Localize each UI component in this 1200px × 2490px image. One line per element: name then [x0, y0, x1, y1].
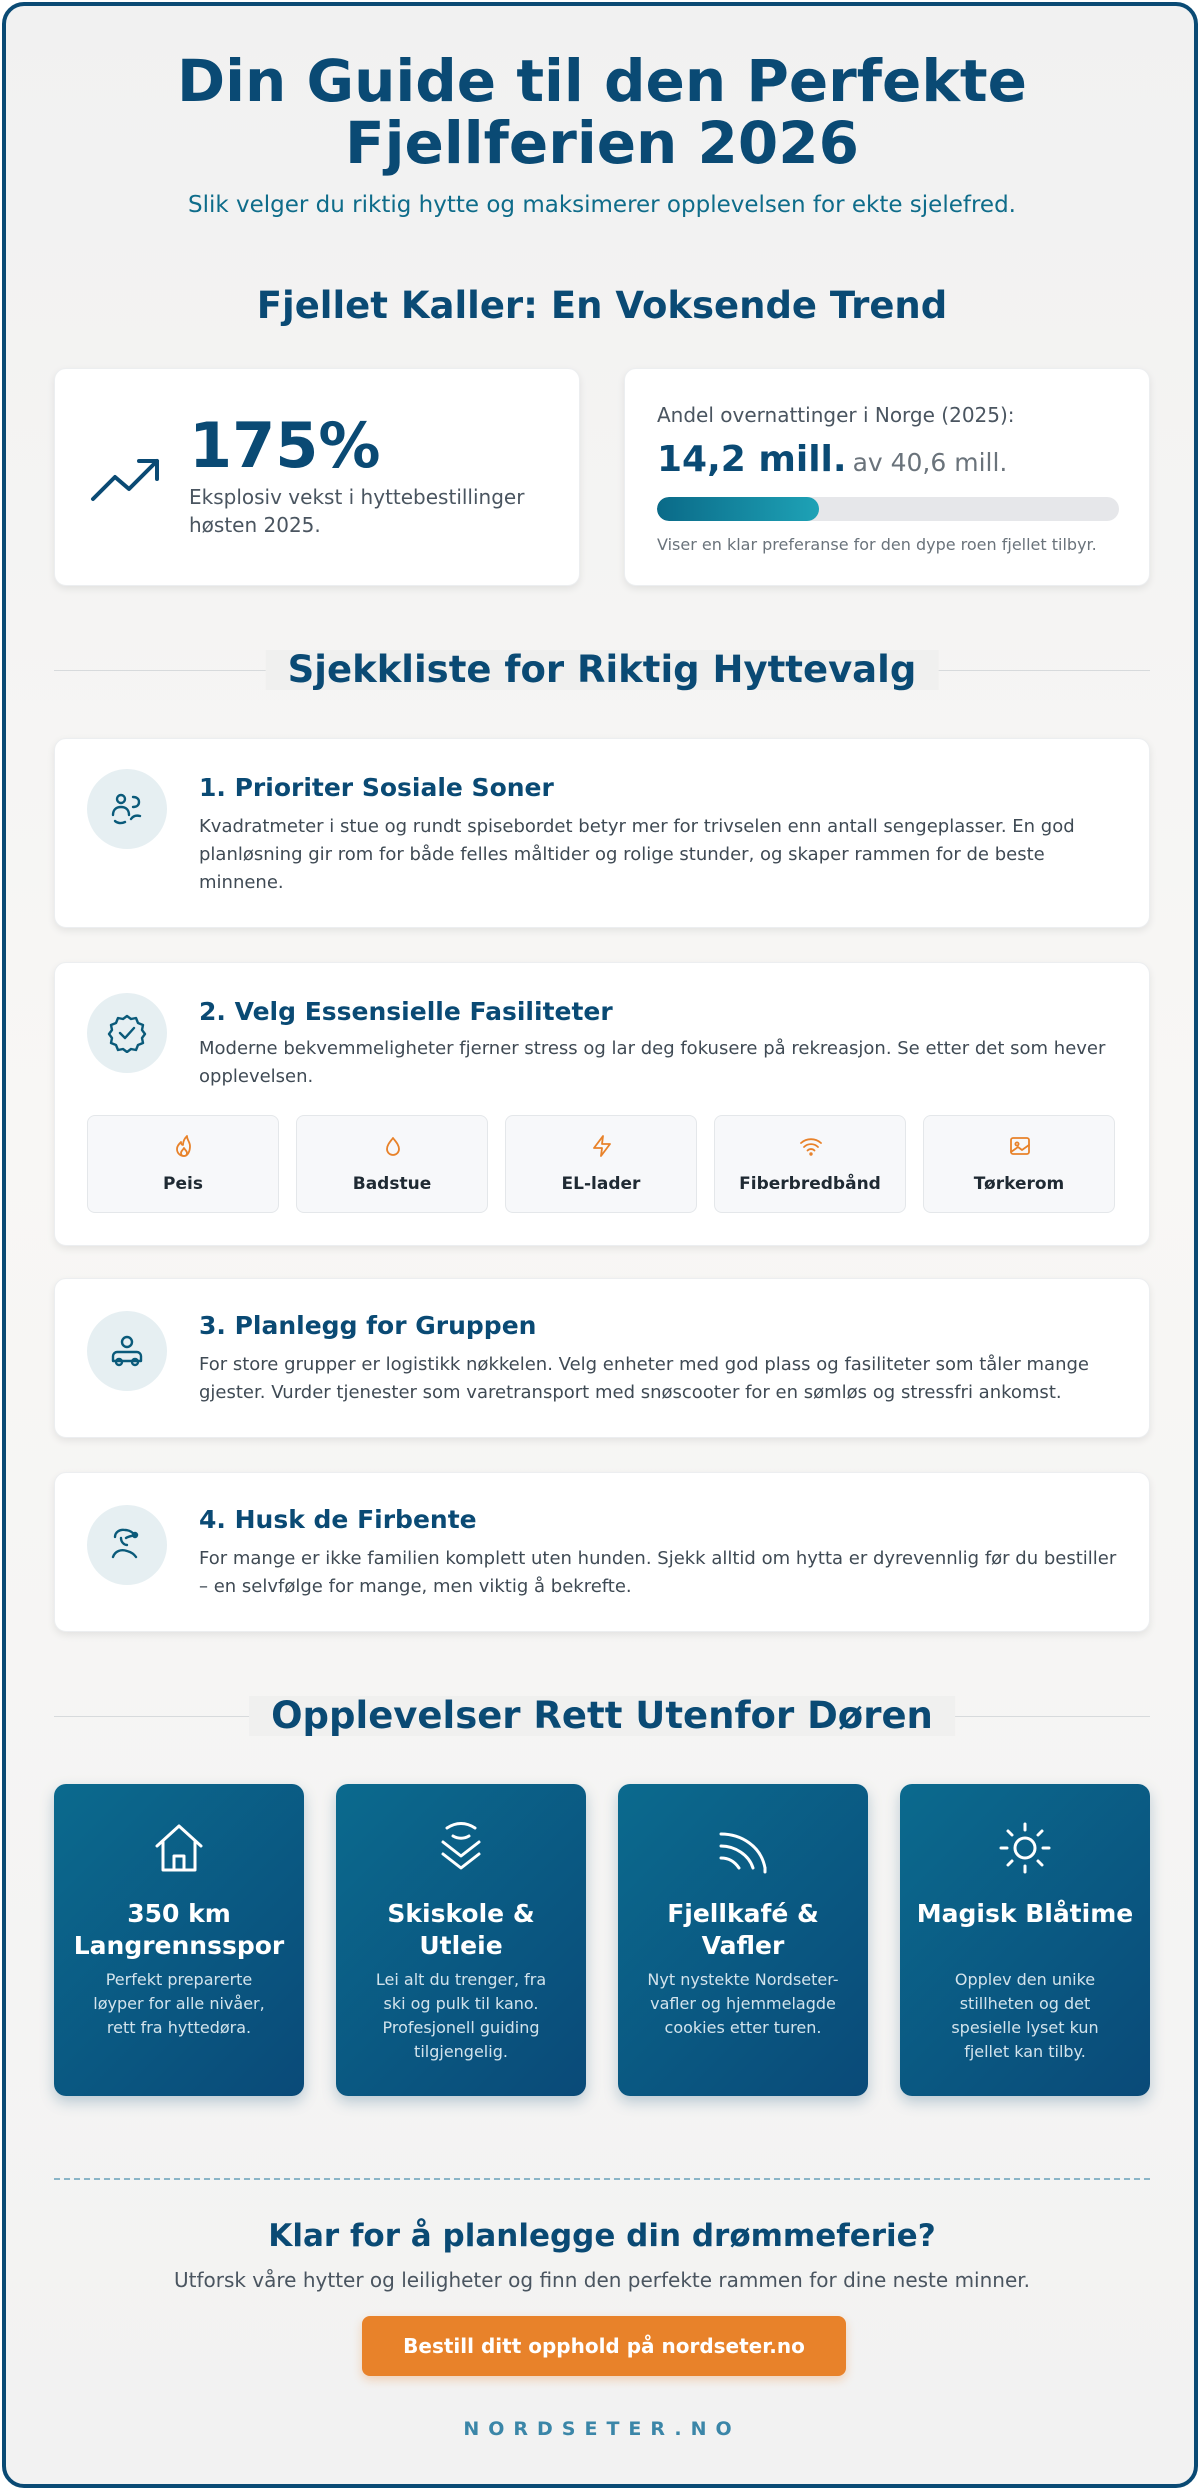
- checklist-item-group: [54, 1278, 1150, 1438]
- checklist-item-text: For mange er ikke familien komplett uten hunden. Sjekk alltid om hytta er dyrevennlig før du bestiller – en selvfølge for mange, men viktig å bekrefte.: [199, 1548, 1117, 1597]
- overnight-value: 14,2 mill.: [657, 439, 847, 480]
- tile-text: Opplev den unike stillheten og det spesielle lyset kun fjellet kan tilby.: [951, 1970, 1099, 2061]
- checklist-item-pets: [54, 1472, 1150, 1632]
- flame-icon: [172, 1134, 196, 1158]
- overnight-stat-card: [624, 368, 1150, 586]
- amenity-badstue: [296, 1115, 488, 1213]
- experience-tile-cafe: [618, 1784, 868, 2096]
- checklist-divider: [54, 650, 1150, 690]
- badge-check-icon: [107, 1013, 147, 1053]
- amenity-fiber: [714, 1115, 906, 1213]
- checklist-item-facilities: [54, 962, 1150, 1246]
- experiences-heading: Opplevelser Rett Utenfor Døren: [249, 1696, 955, 1736]
- tile-title: Magisk Blåtime: [916, 1899, 1134, 1928]
- chevrons-down-icon: [433, 1820, 489, 1876]
- checklist-heading: Sjekkliste for Riktig Hyttevalg: [266, 650, 939, 690]
- dog-owner-icon: [107, 1525, 147, 1565]
- brand-footer[interactable]: NORDSETER.NO: [463, 2418, 741, 2440]
- amenity-label: EL-lader: [561, 1174, 641, 1194]
- tile-text: Nyt nystekte Nordseter-vafler og hjemmelagde cookies etter turen.: [647, 1970, 839, 2037]
- checklist-item-title: 1. Prioriter Sosiale Soner: [199, 773, 554, 802]
- trend-up-icon: [89, 453, 161, 503]
- group-car-icon: [107, 1331, 147, 1371]
- image-icon: [1008, 1134, 1032, 1158]
- amenity-label: Badstue: [352, 1174, 432, 1194]
- checklist-item-social: [54, 738, 1150, 928]
- experience-tile-ski-school: [336, 1784, 586, 2096]
- cafe-icon: [715, 1820, 771, 1876]
- checklist-item-text: Kvadratmeter i stue og rundt spisebordet betyr mer for trivselen enn antall sengeplasser. En god planløsning gir rom for både felles måltider og rolige stunder, og skaper rammen for de beste minnene.: [199, 816, 1075, 893]
- checklist-item-text: Moderne bekvemmeligheter fjerner stress og lar deg fokusere på rekreasjon. Se etter det som hever opplevelsen.: [199, 1038, 1106, 1087]
- checklist-item-text: For store grupper er logistikk nøkkelen. Velg enheter med god plass og fasiliteter som tåler mange gjester. Vurder tjenester som varetransport med snøscooter for en sømløs og stressfri ankomst.: [199, 1354, 1089, 1403]
- page-subtitle: Slik velger du riktig hytte og maksimerer opplevelsen for ekte sjelefred.: [188, 192, 1016, 218]
- experience-tile-blue-hour: [900, 1784, 1150, 2096]
- overnight-total: av 40,6 mill.: [852, 448, 1008, 477]
- amenity-label: Fiberbredbånd: [739, 1174, 881, 1194]
- cta-text: Utforsk våre hytter og leiligheter og finn den perfekte rammen for dine neste minner.: [173, 2268, 1031, 2292]
- overnight-label: Andel overnattinger i Norge (2025):: [657, 403, 1015, 427]
- overnight-note: Viser en klar preferanse for den dype roen fjellet tilbyr.: [657, 535, 1097, 554]
- drop-icon: [381, 1134, 405, 1158]
- amenity-label: Tørkerom: [973, 1174, 1065, 1194]
- trend-heading: Fjellet Kaller: En Voksende Trend: [256, 284, 948, 327]
- title-line-2: Fjellferien 2026: [345, 109, 859, 177]
- title-line-1: Din Guide til den Perfekte: [176, 47, 1027, 115]
- cta-divider: [54, 2178, 1150, 2180]
- sun-icon: [997, 1820, 1053, 1876]
- amenity-peis: [87, 1115, 279, 1213]
- amenity-el-lader: [505, 1115, 697, 1213]
- checklist-item-title: 3. Planlegg for Gruppen: [199, 1311, 537, 1340]
- people-talk-icon: [107, 789, 147, 829]
- page-frame: [2, 2, 1198, 2488]
- cta-heading: Klar for å planlegge din drømmeferie?: [268, 2218, 936, 2254]
- home-icon: [151, 1820, 207, 1876]
- experiences-divider: [54, 1696, 1150, 1736]
- book-stay-button[interactable]: Bestill ditt opphold på nordseter.no: [362, 2316, 846, 2376]
- page-title: [6, 47, 1198, 177]
- tile-title: Skiskole & Utleie: [387, 1899, 535, 1960]
- overnight-progress-fill: [657, 497, 819, 521]
- tile-text: Lei alt du trenger, fra ski og pulk til kano. Profesjonell guiding tilgjengelig.: [375, 1970, 547, 2061]
- growth-stat-card: [54, 368, 580, 586]
- growth-value: 175%: [189, 409, 381, 482]
- growth-description: Eksplosiv vekst i hyttebestillinger høsten 2025.: [189, 485, 525, 537]
- tile-text: Perfekt preparerte løyper for alle nivåer, rett fra hyttedøra.: [93, 1970, 265, 2037]
- tile-title: 350 km Langrennsspor: [73, 1899, 285, 1960]
- wifi-icon: [799, 1134, 823, 1158]
- overnight-value-row: [657, 439, 1007, 480]
- experience-tile-ski-trails: [54, 1784, 304, 2096]
- checklist-item-title: 4. Husk de Firbente: [199, 1505, 477, 1534]
- amenity-torkerom: [923, 1115, 1115, 1213]
- checklist-item-title: 2. Velg Essensielle Fasiliteter: [199, 997, 613, 1026]
- amenity-label: Peis: [163, 1174, 203, 1194]
- overnight-progress-bar: [657, 497, 1119, 521]
- lightning-icon: [590, 1134, 614, 1158]
- tile-title: Fjellkafé & Vafler: [667, 1899, 819, 1960]
